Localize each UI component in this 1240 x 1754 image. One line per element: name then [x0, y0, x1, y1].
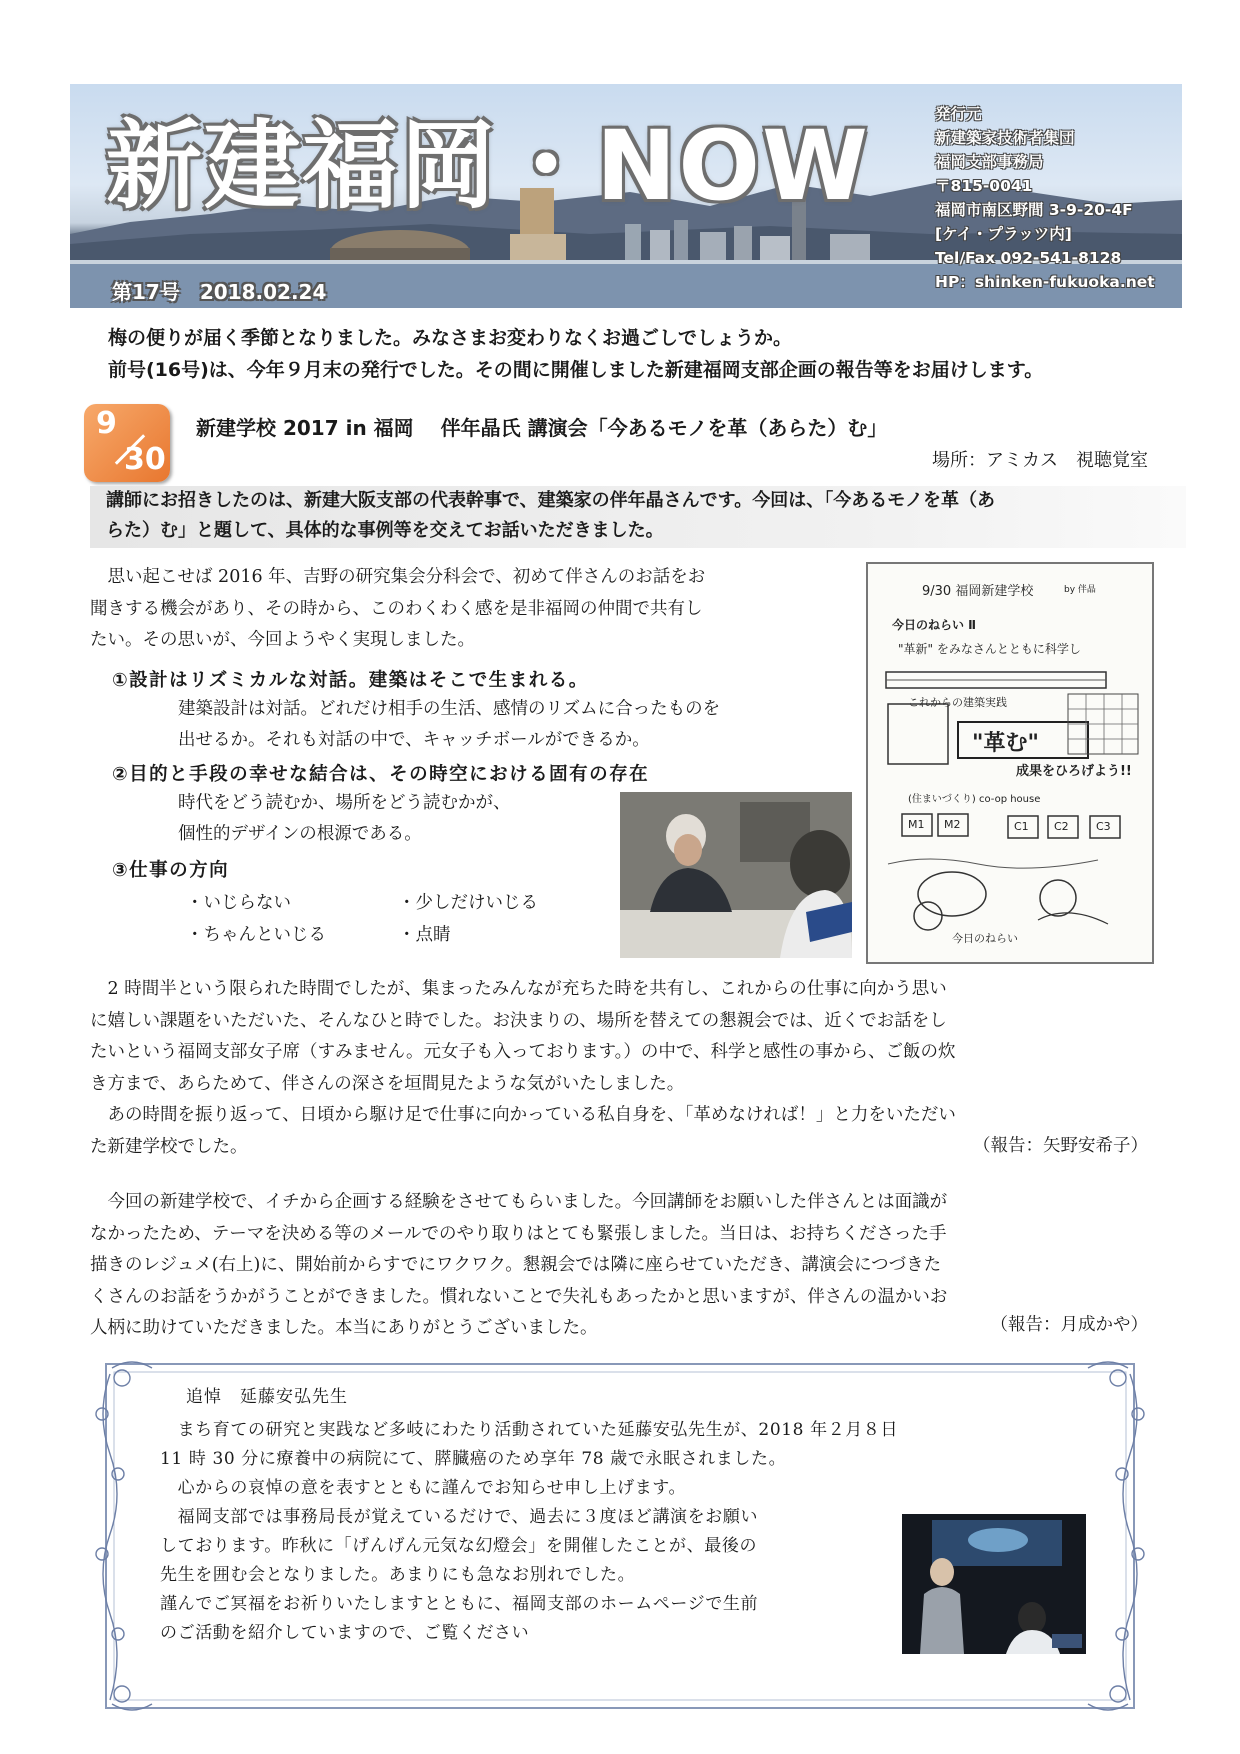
resume-text: 9/30 福岡新建学校 [922, 584, 1034, 599]
memorial-line: 福岡支部では事務局長が覚えているだけで、過去に３度ほど講演をお願い [160, 1507, 759, 1527]
resume-text: by 伴晶 [1064, 585, 1096, 595]
body-line: た新建学校でした。 [90, 1136, 248, 1157]
resume-text: 今日のねらい [952, 932, 1018, 945]
publisher-line: 〒815-0041 [935, 177, 1033, 195]
memorial-line: 先生を囲む会となりました。あまりにも急なお別れでした。 [160, 1565, 636, 1585]
point-1-title: ①設計はリズミカルな対話。建築はそこで生まれる。 [112, 670, 589, 691]
publisher-line: [ケイ・プラッツ内] [935, 225, 1072, 243]
body-line: たいという福岡支部女子席（すみません。元女子も入っております。）の中で、科学と感性の事から、ご飯の炊 [90, 1042, 956, 1062]
issue-info [112, 276, 326, 305]
body-line: あの時間を振り返って、日頃から駆け足で仕事に向かっている私自身を、「革めなければ！」と力をいただい [90, 1105, 956, 1125]
memorial-line: しております。昨秋に「げんげん元気な幻燈会」を開催したことが、最後の [160, 1536, 758, 1556]
body-line: 今回の新建学校で、イチから企画する経験をさせてもらいました。今回講師をお願いした伴さんとは面識が [90, 1192, 948, 1212]
publisher-line: 福岡市南区野間 3-9-20-4F [935, 201, 1133, 219]
point-3-items [186, 887, 610, 951]
body-line: に嬉しい課題をいただいた、そんなひと時でした。お決まりの、場所を替えての懇親会では、近くでお話をし [90, 1010, 947, 1031]
body-line: くさんのお話をうかがうことができました。慣れないことで失礼もあったかと思いますが、伴さんの温かいお [90, 1286, 948, 1307]
publisher-info [935, 102, 1180, 294]
point-3-title: ③仕事の方向 [112, 860, 230, 881]
article-body-intro [90, 562, 705, 657]
point-line: 個性的デザインの根源である。 [178, 824, 422, 844]
publisher-line: 福岡支部事務局 [935, 153, 1044, 171]
memorial-line: のご活動を紹介していますので、ご覧ください [160, 1623, 530, 1643]
body-line: たい。その思いが、今回ようやく実現しました。 [90, 630, 475, 650]
lecture-photo-image [620, 792, 852, 958]
memorial-body [160, 1416, 898, 1648]
point-line: 出せるか。それも対話の中で、キャッチボールができるか。 [178, 730, 650, 750]
memorial-photo-image [902, 1514, 1086, 1654]
body-line: 2 時間半という限られた時間でしたが、集まったみんなが充ちた時を共有し、これからの仕事に向かう思い [90, 979, 947, 999]
reporter-1: （報告：矢野安希子） [973, 1136, 1148, 1156]
body-line: き方まで、あらためて、伴さんの深さを垣間見たような気がいたしました。 [90, 1073, 685, 1094]
memorial-notice [92, 1354, 1148, 1718]
lead-line: らた）む」と題して、具体的な事例等を交えてお話いただきました。 [106, 520, 664, 541]
work-item: ・点睛 [398, 925, 451, 945]
item-row [186, 919, 610, 951]
header-banner [70, 84, 1182, 308]
memorial-line: まち育ての研究と実践など多岐にわたり活動されていた延藤安弘先生が、2018 年２月８日 [160, 1420, 899, 1440]
point-line: 時代をどう読むか、場所をどう読むかが、 [178, 793, 511, 813]
point-line: 建築設計は対話。どれだけ相手の生活、感情のリズムに合ったものを [178, 699, 721, 719]
resume-text: C1 [1014, 820, 1029, 833]
point-2-title: ②目的と手段の幸せな結合は、その時空における固有の存在 [112, 764, 650, 785]
intro-line: 梅の便りが届く季節となりました。みなさまお変わりなくお過ごしでしょうか。 [108, 327, 793, 349]
work-item: ・いじらない [186, 893, 291, 913]
point-2-body [178, 788, 511, 850]
article-body-main [90, 974, 956, 1163]
publisher-line: 発行元 [935, 105, 982, 123]
lecture-photo [620, 792, 852, 958]
resume-text: これからの建築実践 [908, 696, 1007, 709]
memorial-line: 11 時 30 分に療養中の病院にて、膵臓癌のため享年 78 歳で永眠されました。 [160, 1449, 787, 1469]
resume-text: 今日のねらい Ⅱ [892, 618, 977, 632]
point-1-body [178, 694, 720, 756]
handwritten-resume [866, 562, 1154, 964]
newsletter-title: 新建福岡・NOW [106, 110, 870, 222]
resume-text: "革む" [972, 731, 1039, 756]
resume-text: (住まいづくり) co-op house [908, 794, 1041, 805]
lead-line: 講師にお招きしたのは、新建大阪支部の代表幹事で、建築家の伴年晶さんです。今回は、「今あるモノを革（あ [106, 490, 996, 511]
intro-text [108, 322, 1208, 386]
resume-text: C2 [1054, 820, 1069, 833]
article-lead [90, 486, 1186, 548]
date-day: 30 [124, 442, 166, 477]
article-venue: 場所：アミカス 視聴覚室 [932, 450, 1148, 471]
issue-date: 2018.02.24 [199, 280, 327, 304]
issue-number: 第17号 [112, 280, 180, 304]
work-item: ・ちゃんといじる [186, 925, 326, 945]
resume-text: C3 [1096, 820, 1111, 833]
resume-text: 成果をひろげよう!! [1016, 764, 1132, 779]
body-line: 描きのレジュメ(右上)に、開始前からすでにワクワク。懇親会では隣に座らせていただき、講演会につづきた [90, 1255, 942, 1275]
work-item: ・少しだけいじる [398, 893, 538, 913]
reporter-2: （報告：月成かや） [990, 1315, 1148, 1335]
resume-text: M2 [944, 818, 961, 831]
memorial-line: 謹んでご冥福をお祈りいたしますとともに、福岡支部のホームページで生前 [160, 1594, 759, 1614]
body-line: 聞きする機会があり、その時から、このわくわく感を是非福岡の仲間で共有し [90, 598, 703, 619]
memorial-title: 追悼 延藤安弘先生 [186, 1387, 348, 1407]
article-body-organizer [90, 1187, 947, 1345]
body-line: なかったため、テーマを決める等のメールでのやり取りはとても緊張しました。当日は、お持ちくださった手 [90, 1223, 947, 1244]
resume-text: "革新" をみなさんとともに科学し [898, 642, 1081, 656]
publisher-line: HP：shinken-fukuoka.net [935, 273, 1155, 291]
memorial-photo [902, 1514, 1086, 1654]
resume-text: M1 [908, 818, 925, 831]
body-line: 人柄に助けていただきました。本当にありがとうございました。 [90, 1318, 598, 1338]
date-badge [84, 404, 170, 482]
body-line: 思い起こせば 2016 年、吉野の研究集会分科会で、初めて伴さんのお話をお [90, 567, 706, 587]
memorial-line: 心からの哀悼の意を表すとともに謹んでお知らせ申し上げます。 [160, 1478, 687, 1498]
intro-line: 前号(16号)は、今年９月末の発行でした。その間に開催しました新建福岡支部企画の報告等をお届けします。 [108, 359, 1044, 381]
date-month: 9 [96, 406, 117, 441]
publisher-line: Tel/Fax 092-541-8128 [935, 249, 1122, 267]
item-row [186, 887, 610, 919]
publisher-line: 新建築家技術者集団 [935, 129, 1075, 147]
article-title: 新建学校 2017 in 福岡 伴年晶氏 講演会「今あるモノを革（あらた）む」 [196, 416, 888, 440]
